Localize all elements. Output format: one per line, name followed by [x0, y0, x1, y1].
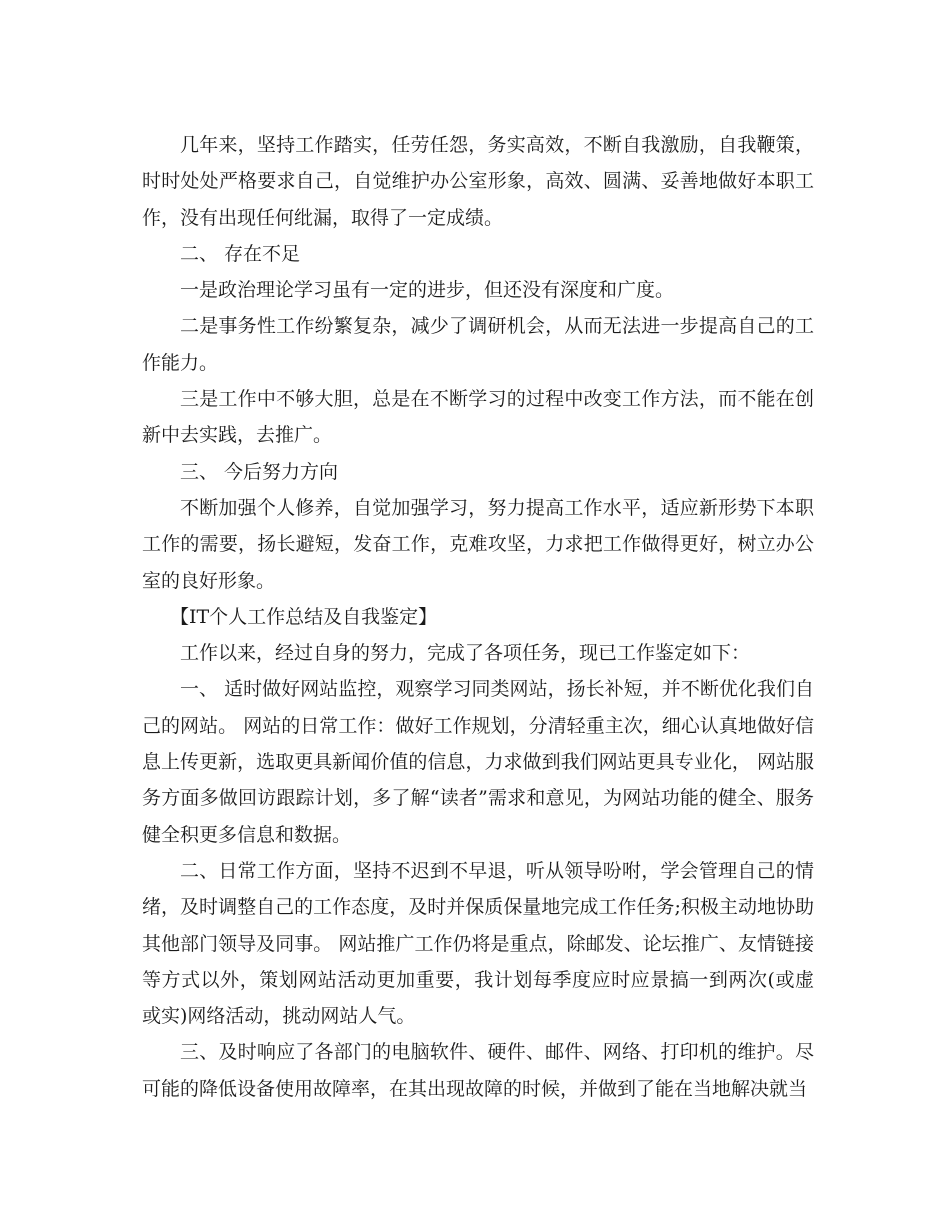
paragraph-item-1: 一、 适时做好网站监控，观察学习同类网站，扬长补短，并不断优化我们自己的网站。 网站的日常工作：做好工作规划，分清轻重主次，细心认真地做好信息上传更新，选取更具新闻价值的信息，力求做到我们网站更具专业化， 网站服务方面多做回访跟踪计划，多了解“读者”需求和意见，为网站功能的健全、服务健全积更多信息和数据。 — [142, 678, 814, 846]
paragraph-intro: 工作以来，经过自身的努力，完成了各项任务，现已工作鉴定如下： — [180, 642, 751, 665]
section-title-it-summary: 【IT个人工作总结及自我鉴定】 — [170, 605, 438, 628]
paragraph-shortcoming-3: 三是工作中不够大胆，总是在不断学习的过程中改变工作方法，而不能在创新中去实践，去推广。 — [142, 388, 814, 447]
paragraph-future-direction: 不断加强个人修养，自觉加强学习，努力提高工作水平，适应新形势下本职工作的需要，扬长避短，发奋工作，克难攻坚，力求把工作做得更好，树立办公室的良好形象。 — [142, 496, 814, 592]
paragraph-item-3: 三、及时响应了各部门的电脑软件、硬件、邮件、网络、打印机的维护。尽可能的降低设备使用故障率，在其出现故障的时候，并做到了能在当地解决就当 — [142, 1041, 814, 1100]
paragraph-achievements: 几年来，坚持工作踏实，任劳任怨，务实高效，不断自我激励，自我鞭策，时时处处严格要求自己，自觉维护办公室形象，高效、圆满、妥善地做好本职工作，没有出现任何纰漏，取得了一定成绩。 — [142, 134, 814, 229]
heading-shortcomings: 二、 存在不足 — [180, 242, 301, 265]
paragraph-shortcoming-1: 一是政治理论学习虽有一定的进步，但还没有深度和广度。 — [180, 279, 675, 302]
paragraph-item-2: 二、日常工作方面，坚持不迟到不早退，听从领导吩咐，学会管理自己的情绪，及时调整自己的工作态度，及时并保质保量地完成工作任务;积极主动地协助其他部门领导及同事。 网站推广工作仍将是重点，除邮发、论坛推广、友情链接等方式以外，策划网站活动更加重要，我计划每季度应时应景搞一到两次(或虚或实)网络活动，挑动网站人气。 — [142, 859, 814, 1028]
paragraph-shortcoming-2: 二是事务性工作纷繁复杂，减少了调研机会，从而无法进一步提高自己的工作能力。 — [142, 315, 814, 374]
heading-future-direction: 三、 今后努力方向 — [180, 460, 339, 483]
document-body — [142, 127, 814, 1107]
